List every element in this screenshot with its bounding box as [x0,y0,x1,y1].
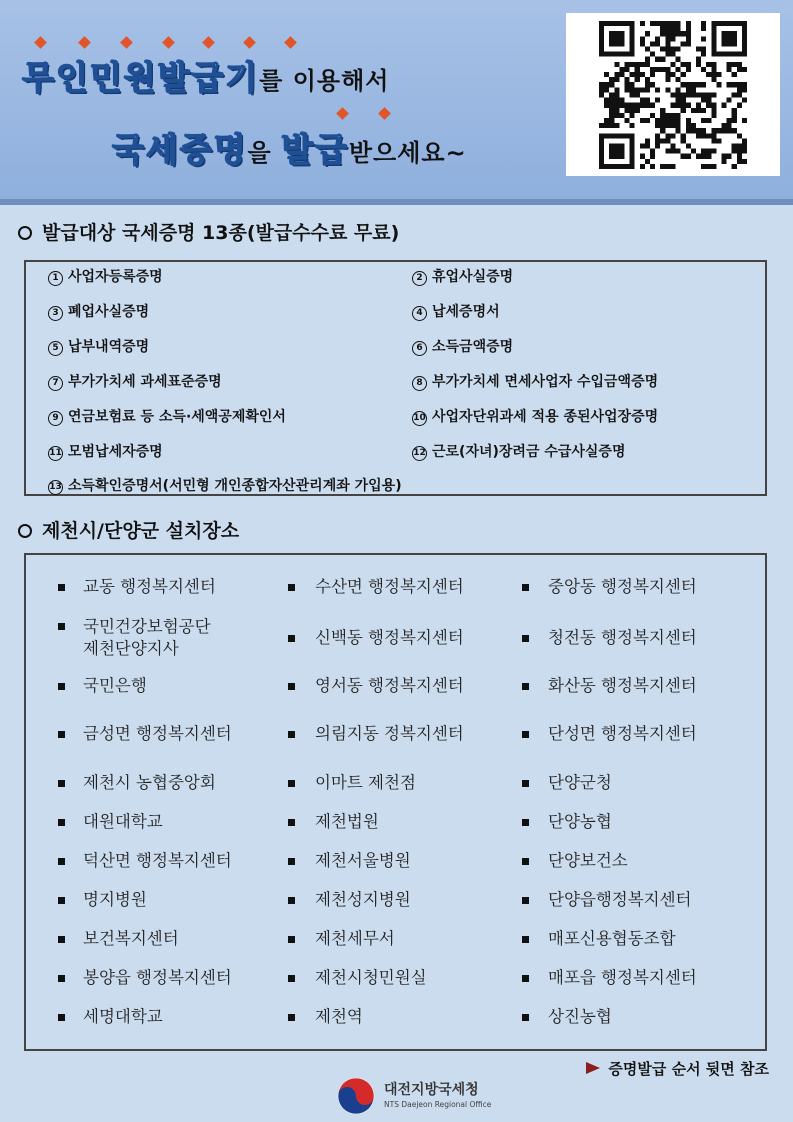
bullet-icon [58,1014,65,1021]
certificate-item [48,266,163,286]
certificate-item [412,336,513,356]
location-item: 교동 행정복지센터 [83,577,216,596]
item-number: 1 [48,271,63,286]
circle-icon [18,524,32,538]
location-item: 영서동 행정복지센터 [315,676,464,695]
item-number: 5 [48,341,63,356]
certificate-item [48,441,163,461]
section-title-locations [18,516,239,543]
bullet-icon [288,635,295,642]
certificate-item [412,301,500,321]
location-item: 단양농협 [548,812,612,831]
bullet-icon [288,858,295,865]
bullet-icon [522,780,529,787]
headline-highlight: 발급 [281,130,349,169]
location-item: 화산동 행정복지센터 [548,676,697,695]
bullet-icon [522,635,529,642]
headline-text: 받으세요~ [348,139,467,167]
item-number: 12 [412,446,427,461]
location-item: 명지병원 [83,890,147,909]
location-list [24,553,767,1051]
location-item: 청전동 행정복지센터 [548,628,697,647]
bullet-icon [522,584,529,591]
location-item: 금성면 행정복지센터 [83,724,232,743]
diamond-icon [202,36,215,49]
bullet-icon [522,683,529,690]
bullet-icon [58,584,65,591]
logo-subtitle: NTS Daejeon Regional Office [384,1100,492,1109]
location-item: 봉양읍 행정복지센터 [83,968,232,987]
bullet-icon [58,623,65,630]
bullet-icon [288,731,295,738]
certificate-label: 폐업사실증명 [68,304,150,320]
bullet-icon [522,897,529,904]
location-item: 국민건강보험공단 제천단양지사 [83,617,211,658]
item-number: 2 [412,271,427,286]
bullet-icon [522,819,529,826]
bullet-icon [522,1014,529,1021]
bullet-icon [522,936,529,943]
bullet-icon [288,819,295,826]
certificate-label: 휴업사실증명 [432,269,514,285]
location-item: 단양읍행정복지센터 [548,890,692,909]
headline-highlight: 국세증명 [112,130,248,169]
location-item: 단양보건소 [548,851,628,870]
location-item: 세명대학교 [83,1007,163,1026]
certificate-item [48,406,286,426]
bullet-icon [288,975,295,982]
location-item: 제천역 [315,1007,363,1026]
certificate-label: 사업자단위과세 적용 종된사업장증명 [432,409,659,425]
section-title-text: 제천시/단양군 설치장소 [42,520,240,542]
location-item: 제천성지병원 [315,890,411,909]
headline-line2 [112,124,467,171]
location-item: 매포읍 행정복지센터 [548,968,697,987]
bullet-icon [58,683,65,690]
location-item: 상진농협 [548,1007,612,1026]
headline-line1 [22,52,389,99]
location-item: 단성면 행정복지센터 [548,724,697,743]
location-item: 보건복지센터 [83,929,179,948]
item-number: 13 [48,480,63,495]
location-item: 제천서울병원 [315,851,411,870]
header-banner [0,0,793,205]
bullet-icon [58,819,65,826]
diamond-icon [34,36,47,49]
certificate-item [48,371,222,391]
location-item: 의림지동 정복지센터 [315,724,464,743]
certificate-item [48,301,149,321]
location-item: 수산면 행정복지센터 [315,577,464,596]
location-item: 제천법원 [315,812,379,831]
bullet-icon [58,731,65,738]
location-item: 신백동 행정복지센터 [315,628,464,647]
location-item: 중앙동 행정복지센터 [548,577,697,596]
bullet-icon [58,936,65,943]
item-number: 11 [48,446,63,461]
headline-text: 를 이용해서 [259,67,390,95]
location-item: 덕산면 행정복지센터 [83,851,232,870]
certificate-item [412,441,625,461]
back-reference-note [586,1058,769,1079]
bullet-icon [58,897,65,904]
certificate-item [48,475,402,495]
bullet-icon [288,683,295,690]
bullet-icon [288,1014,295,1021]
certificate-label: 부가가치세 면세사업자 수입금액증명 [432,374,659,390]
diamond-icon [336,107,349,120]
diamond-icon [378,107,391,120]
bullet-icon [288,897,295,904]
diamond-icon [120,36,133,49]
bullet-icon [58,975,65,982]
certificate-item [412,406,658,426]
bullet-icon [522,731,529,738]
location-item: 제천시청민원실 [315,968,427,987]
bullet-icon [522,858,529,865]
item-number: 10 [412,411,427,426]
certificate-label: 소득금액증명 [432,339,514,355]
certificate-list [24,260,767,496]
certificate-label: 소득확인증명서(서민형 개인종합자산관리계좌 가입용) [68,478,402,494]
location-item: 제천시 농협중앙회 [83,773,216,792]
certificate-label: 납부내역증명 [68,339,150,355]
item-number: 8 [412,376,427,391]
certificate-label: 연금보험료 등 소득·세액공제확인서 [68,409,286,425]
certificate-label: 모범납세자증명 [68,444,163,460]
location-item: 매포신용협동조합 [548,929,676,948]
item-number: 4 [412,306,427,321]
diamond-icon [78,36,91,49]
qr-code-graphic [585,21,761,169]
certificate-label: 부가가치세 과세표준증명 [68,374,222,390]
bullet-icon [58,780,65,787]
certificate-item [412,266,513,286]
location-item: 국민은행 [83,676,147,695]
bullet-icon [288,584,295,591]
location-item: 단양군청 [548,773,612,792]
section-title-text: 발급대상 국세증명 13종(발급수수료 무료) [42,222,400,244]
bullet-icon [58,858,65,865]
bullet-icon [522,975,529,982]
circle-icon [18,226,32,240]
nts-logo [334,1074,514,1118]
certificate-item [412,371,658,391]
location-item: 대원대학교 [83,812,163,831]
bullet-icon [288,936,295,943]
bullet-icon [288,780,295,787]
qr-code-icon[interactable] [566,13,780,176]
headline-text: 을 [247,139,282,167]
headline-highlight: 무인민원발급기 [22,58,260,97]
logo-name: 대전지방국세청 [384,1082,479,1098]
item-number: 3 [48,306,63,321]
certificate-label: 근로(자녀)장려금 수급사실증명 [432,444,626,460]
back-reference-text: 증명발급 순서 뒷면 참조 [608,1060,769,1078]
diamond-icon [243,36,256,49]
certificate-label: 납세증명서 [432,304,500,320]
nts-emblem-icon [336,1076,376,1116]
certificate-item [48,336,149,356]
location-item: 제천세무서 [315,929,395,948]
section-title-certificates [18,218,399,245]
item-number: 6 [412,341,427,356]
item-number: 7 [48,376,63,391]
item-number: 9 [48,411,63,426]
diamond-icon [162,36,175,49]
location-item: 이마트 제천점 [315,773,416,792]
certificate-label: 사업자등록증명 [68,269,163,285]
diamond-icon [284,36,297,49]
arrow-right-icon [586,1062,600,1074]
